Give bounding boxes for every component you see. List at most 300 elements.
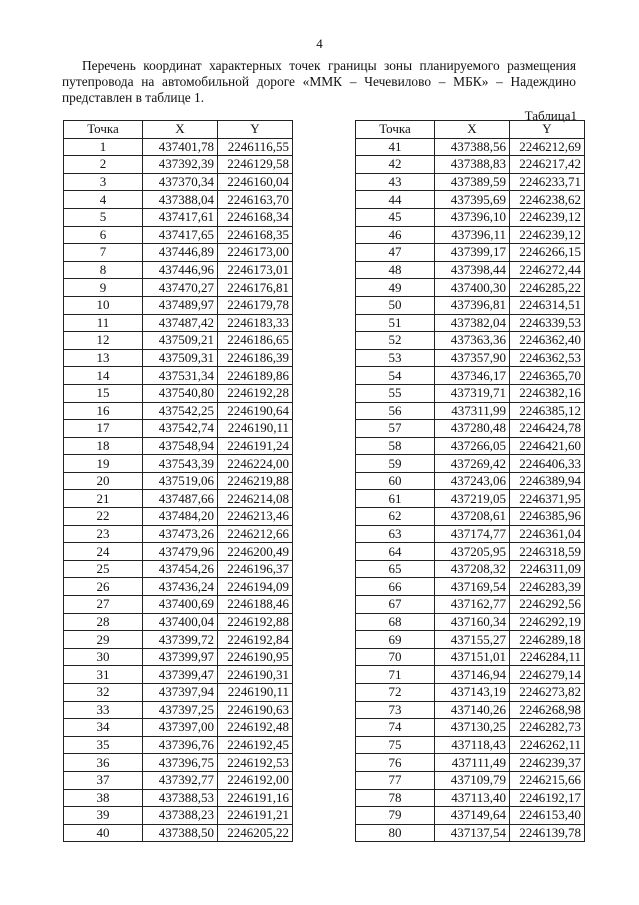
table-row bbox=[64, 402, 293, 420]
table-row bbox=[356, 560, 585, 578]
y-coordinate-cell: 2246192,53 bbox=[218, 754, 293, 772]
y-coordinate-cell: 2246283,39 bbox=[510, 578, 585, 596]
y-coordinate-cell: 2246192,28 bbox=[218, 384, 293, 402]
point-number-cell: 4 bbox=[64, 191, 143, 209]
y-coordinate-cell: 2246192,84 bbox=[218, 631, 293, 649]
point-number-cell: 30 bbox=[64, 648, 143, 666]
y-coordinate-cell: 2246173,01 bbox=[218, 261, 293, 279]
x-coordinate-cell: 437401,78 bbox=[143, 138, 218, 156]
y-coordinate-cell: 2246191,16 bbox=[218, 789, 293, 807]
x-coordinate-cell: 437388,04 bbox=[143, 191, 218, 209]
y-coordinate-cell: 2246272,44 bbox=[510, 261, 585, 279]
table-row bbox=[356, 684, 585, 702]
table-row bbox=[356, 455, 585, 473]
table-row bbox=[356, 613, 585, 631]
table-row bbox=[64, 560, 293, 578]
column-header-y: Y bbox=[510, 121, 585, 139]
table-row bbox=[356, 226, 585, 244]
table-row bbox=[356, 719, 585, 737]
table-row bbox=[64, 472, 293, 490]
point-number-cell: 8 bbox=[64, 261, 143, 279]
table-row bbox=[356, 191, 585, 209]
point-number-cell: 73 bbox=[356, 701, 435, 719]
x-coordinate-cell: 437311,99 bbox=[435, 402, 510, 420]
x-coordinate-cell: 437396,10 bbox=[435, 208, 510, 226]
point-number-cell: 32 bbox=[64, 684, 143, 702]
column-header-point: Точка bbox=[356, 121, 435, 139]
x-coordinate-cell: 437489,97 bbox=[143, 296, 218, 314]
x-coordinate-cell: 437388,53 bbox=[143, 789, 218, 807]
x-coordinate-cell: 437118,43 bbox=[435, 736, 510, 754]
x-coordinate-cell: 437280,48 bbox=[435, 420, 510, 438]
point-number-cell: 38 bbox=[64, 789, 143, 807]
point-number-cell: 12 bbox=[64, 332, 143, 350]
point-number-cell: 22 bbox=[64, 508, 143, 526]
y-coordinate-cell: 2246421,60 bbox=[510, 437, 585, 455]
point-number-cell: 47 bbox=[356, 244, 435, 262]
table-row bbox=[356, 771, 585, 789]
table-row bbox=[356, 208, 585, 226]
y-coordinate-cell: 2246168,35 bbox=[218, 226, 293, 244]
table-row bbox=[64, 754, 293, 772]
y-coordinate-cell: 2246362,40 bbox=[510, 332, 585, 350]
point-number-cell: 55 bbox=[356, 384, 435, 402]
point-number-cell: 54 bbox=[356, 367, 435, 385]
point-number-cell: 37 bbox=[64, 771, 143, 789]
x-coordinate-cell: 437548,94 bbox=[143, 437, 218, 455]
table-row bbox=[356, 173, 585, 191]
point-number-cell: 17 bbox=[64, 420, 143, 438]
x-coordinate-cell: 437382,04 bbox=[435, 314, 510, 332]
table-row bbox=[356, 261, 585, 279]
y-coordinate-cell: 2246382,16 bbox=[510, 384, 585, 402]
column-header-x: X bbox=[143, 121, 218, 139]
table-row bbox=[356, 736, 585, 754]
table-row bbox=[356, 648, 585, 666]
x-coordinate-cell: 437208,61 bbox=[435, 508, 510, 526]
x-coordinate-cell: 437397,94 bbox=[143, 684, 218, 702]
x-coordinate-cell: 437346,17 bbox=[435, 367, 510, 385]
point-number-cell: 57 bbox=[356, 420, 435, 438]
y-coordinate-cell: 2246292,19 bbox=[510, 613, 585, 631]
x-coordinate-cell: 437473,26 bbox=[143, 525, 218, 543]
table-row bbox=[64, 736, 293, 754]
x-coordinate-cell: 437143,19 bbox=[435, 684, 510, 702]
point-number-cell: 70 bbox=[356, 648, 435, 666]
point-number-cell: 71 bbox=[356, 666, 435, 684]
y-coordinate-cell: 2246285,22 bbox=[510, 279, 585, 297]
point-number-cell: 68 bbox=[356, 613, 435, 631]
x-coordinate-cell: 437399,97 bbox=[143, 648, 218, 666]
point-number-cell: 11 bbox=[64, 314, 143, 332]
point-number-cell: 34 bbox=[64, 719, 143, 737]
table-row bbox=[356, 332, 585, 350]
x-coordinate-cell: 437269,42 bbox=[435, 455, 510, 473]
point-number-cell: 61 bbox=[356, 490, 435, 508]
intro-paragraph: Перечень координат характерных точек границы зоны планируемого размещения путепровода на автомобильной дороге «ММК – Чечевилово – МБК» – Надеждино представлен в таблице 1. bbox=[62, 58, 576, 105]
table-row bbox=[64, 824, 293, 842]
y-coordinate-cell: 2246190,11 bbox=[218, 420, 293, 438]
table-row bbox=[356, 367, 585, 385]
table-row bbox=[64, 191, 293, 209]
point-number-cell: 14 bbox=[64, 367, 143, 385]
y-coordinate-cell: 2246139,78 bbox=[510, 824, 585, 842]
point-number-cell: 31 bbox=[64, 666, 143, 684]
x-coordinate-cell: 437417,65 bbox=[143, 226, 218, 244]
x-coordinate-cell: 437266,05 bbox=[435, 437, 510, 455]
x-coordinate-cell: 437149,64 bbox=[435, 807, 510, 825]
table-row bbox=[64, 508, 293, 526]
table-row bbox=[64, 578, 293, 596]
point-number-cell: 72 bbox=[356, 684, 435, 702]
y-coordinate-cell: 2246129,58 bbox=[218, 156, 293, 174]
x-coordinate-cell: 437399,72 bbox=[143, 631, 218, 649]
x-coordinate-cell: 437479,96 bbox=[143, 543, 218, 561]
point-number-cell: 29 bbox=[64, 631, 143, 649]
table-row bbox=[64, 244, 293, 262]
table-row bbox=[356, 807, 585, 825]
x-coordinate-cell: 437389,59 bbox=[435, 173, 510, 191]
table-row bbox=[64, 490, 293, 508]
x-coordinate-cell: 437219,05 bbox=[435, 490, 510, 508]
point-number-cell: 78 bbox=[356, 789, 435, 807]
table-row bbox=[356, 543, 585, 561]
point-number-cell: 10 bbox=[64, 296, 143, 314]
point-number-cell: 18 bbox=[64, 437, 143, 455]
coordinates-table-right bbox=[355, 120, 585, 842]
x-coordinate-cell: 437400,04 bbox=[143, 613, 218, 631]
y-coordinate-cell: 2246192,88 bbox=[218, 613, 293, 631]
x-coordinate-cell: 437388,83 bbox=[435, 156, 510, 174]
table-row bbox=[64, 208, 293, 226]
x-coordinate-cell: 437109,79 bbox=[435, 771, 510, 789]
table-row bbox=[64, 525, 293, 543]
y-coordinate-cell: 2246292,56 bbox=[510, 596, 585, 614]
y-coordinate-cell: 2246192,45 bbox=[218, 736, 293, 754]
table-row bbox=[64, 437, 293, 455]
table-row bbox=[356, 349, 585, 367]
table-header-row bbox=[64, 121, 293, 139]
x-coordinate-cell: 437392,39 bbox=[143, 156, 218, 174]
x-coordinate-cell: 437446,96 bbox=[143, 261, 218, 279]
y-coordinate-cell: 2246238,62 bbox=[510, 191, 585, 209]
y-coordinate-cell: 2246262,11 bbox=[510, 736, 585, 754]
x-coordinate-cell: 437398,44 bbox=[435, 261, 510, 279]
y-coordinate-cell: 2246212,66 bbox=[218, 525, 293, 543]
point-number-cell: 41 bbox=[356, 138, 435, 156]
y-coordinate-cell: 2246239,37 bbox=[510, 754, 585, 772]
x-coordinate-cell: 437417,61 bbox=[143, 208, 218, 226]
y-coordinate-cell: 2246153,40 bbox=[510, 807, 585, 825]
x-coordinate-cell: 437436,24 bbox=[143, 578, 218, 596]
table-row bbox=[356, 437, 585, 455]
x-coordinate-cell: 437400,69 bbox=[143, 596, 218, 614]
table-row bbox=[356, 578, 585, 596]
point-number-cell: 66 bbox=[356, 578, 435, 596]
x-coordinate-cell: 437160,34 bbox=[435, 613, 510, 631]
y-coordinate-cell: 2246191,21 bbox=[218, 807, 293, 825]
x-coordinate-cell: 437542,74 bbox=[143, 420, 218, 438]
point-number-cell: 51 bbox=[356, 314, 435, 332]
point-number-cell: 64 bbox=[356, 543, 435, 561]
point-number-cell: 65 bbox=[356, 560, 435, 578]
x-coordinate-cell: 437388,56 bbox=[435, 138, 510, 156]
table-row bbox=[356, 701, 585, 719]
table-row bbox=[64, 684, 293, 702]
coordinates-table-left bbox=[63, 120, 293, 842]
point-number-cell: 35 bbox=[64, 736, 143, 754]
x-coordinate-cell: 437155,27 bbox=[435, 631, 510, 649]
y-coordinate-cell: 2246424,78 bbox=[510, 420, 585, 438]
table-row bbox=[64, 156, 293, 174]
x-coordinate-cell: 437399,17 bbox=[435, 244, 510, 262]
x-coordinate-cell: 437397,00 bbox=[143, 719, 218, 737]
y-coordinate-cell: 2246273,82 bbox=[510, 684, 585, 702]
table-row bbox=[356, 754, 585, 772]
table-row bbox=[64, 455, 293, 473]
y-coordinate-cell: 2246385,96 bbox=[510, 508, 585, 526]
point-number-cell: 1 bbox=[64, 138, 143, 156]
x-coordinate-cell: 437111,49 bbox=[435, 754, 510, 772]
y-coordinate-cell: 2246116,55 bbox=[218, 138, 293, 156]
y-coordinate-cell: 2246284,11 bbox=[510, 648, 585, 666]
point-number-cell: 7 bbox=[64, 244, 143, 262]
x-coordinate-cell: 437208,32 bbox=[435, 560, 510, 578]
point-number-cell: 6 bbox=[64, 226, 143, 244]
table-row bbox=[64, 332, 293, 350]
x-coordinate-cell: 437130,25 bbox=[435, 719, 510, 737]
table-row bbox=[64, 807, 293, 825]
x-coordinate-cell: 437397,25 bbox=[143, 701, 218, 719]
y-coordinate-cell: 2246233,71 bbox=[510, 173, 585, 191]
x-coordinate-cell: 437519,06 bbox=[143, 472, 218, 490]
x-coordinate-cell: 437395,69 bbox=[435, 191, 510, 209]
table-row bbox=[356, 296, 585, 314]
y-coordinate-cell: 2246219,88 bbox=[218, 472, 293, 490]
x-coordinate-cell: 437388,23 bbox=[143, 807, 218, 825]
point-number-cell: 21 bbox=[64, 490, 143, 508]
y-coordinate-cell: 2246239,12 bbox=[510, 208, 585, 226]
x-coordinate-cell: 437542,25 bbox=[143, 402, 218, 420]
x-coordinate-cell: 437243,06 bbox=[435, 472, 510, 490]
x-coordinate-cell: 437470,27 bbox=[143, 279, 218, 297]
table-row bbox=[64, 666, 293, 684]
point-number-cell: 43 bbox=[356, 173, 435, 191]
table-header-row bbox=[356, 121, 585, 139]
y-coordinate-cell: 2246188,46 bbox=[218, 596, 293, 614]
column-header-y: Y bbox=[218, 121, 293, 139]
y-coordinate-cell: 2246176,81 bbox=[218, 279, 293, 297]
table-row bbox=[64, 631, 293, 649]
point-number-cell: 79 bbox=[356, 807, 435, 825]
x-coordinate-cell: 437487,66 bbox=[143, 490, 218, 508]
table-row bbox=[356, 596, 585, 614]
table-caption: Таблица1 bbox=[524, 108, 577, 123]
point-number-cell: 28 bbox=[64, 613, 143, 631]
x-coordinate-cell: 437363,36 bbox=[435, 332, 510, 350]
x-coordinate-cell: 437137,54 bbox=[435, 824, 510, 842]
point-number-cell: 45 bbox=[356, 208, 435, 226]
table-row bbox=[356, 789, 585, 807]
point-number-cell: 48 bbox=[356, 261, 435, 279]
point-number-cell: 26 bbox=[64, 578, 143, 596]
point-number-cell: 60 bbox=[356, 472, 435, 490]
point-number-cell: 63 bbox=[356, 525, 435, 543]
y-coordinate-cell: 2246266,15 bbox=[510, 244, 585, 262]
point-number-cell: 36 bbox=[64, 754, 143, 772]
point-number-cell: 25 bbox=[64, 560, 143, 578]
x-coordinate-cell: 437487,42 bbox=[143, 314, 218, 332]
y-coordinate-cell: 2246200,49 bbox=[218, 543, 293, 561]
x-coordinate-cell: 437531,34 bbox=[143, 367, 218, 385]
point-number-cell: 62 bbox=[356, 508, 435, 526]
x-coordinate-cell: 437446,89 bbox=[143, 244, 218, 262]
table-row bbox=[64, 279, 293, 297]
x-coordinate-cell: 437151,01 bbox=[435, 648, 510, 666]
y-coordinate-cell: 2246385,12 bbox=[510, 402, 585, 420]
table-row bbox=[356, 314, 585, 332]
y-coordinate-cell: 2246215,66 bbox=[510, 771, 585, 789]
x-coordinate-cell: 437357,90 bbox=[435, 349, 510, 367]
point-number-cell: 67 bbox=[356, 596, 435, 614]
x-coordinate-cell: 437113,40 bbox=[435, 789, 510, 807]
point-number-cell: 16 bbox=[64, 402, 143, 420]
point-number-cell: 20 bbox=[64, 472, 143, 490]
point-number-cell: 69 bbox=[356, 631, 435, 649]
y-coordinate-cell: 2246160,04 bbox=[218, 173, 293, 191]
point-number-cell: 77 bbox=[356, 771, 435, 789]
y-coordinate-cell: 2246186,39 bbox=[218, 349, 293, 367]
table-row bbox=[64, 648, 293, 666]
table-row bbox=[64, 596, 293, 614]
y-coordinate-cell: 2246214,08 bbox=[218, 490, 293, 508]
point-number-cell: 40 bbox=[64, 824, 143, 842]
table-row bbox=[64, 261, 293, 279]
y-coordinate-cell: 2246239,12 bbox=[510, 226, 585, 244]
point-number-cell: 42 bbox=[356, 156, 435, 174]
point-number-cell: 58 bbox=[356, 437, 435, 455]
column-header-x: X bbox=[435, 121, 510, 139]
table-row bbox=[64, 226, 293, 244]
y-coordinate-cell: 2246194,09 bbox=[218, 578, 293, 596]
y-coordinate-cell: 2246168,34 bbox=[218, 208, 293, 226]
x-coordinate-cell: 437396,81 bbox=[435, 296, 510, 314]
y-coordinate-cell: 2246196,37 bbox=[218, 560, 293, 578]
x-coordinate-cell: 437174,77 bbox=[435, 525, 510, 543]
table-row bbox=[64, 789, 293, 807]
y-coordinate-cell: 2246314,51 bbox=[510, 296, 585, 314]
point-number-cell: 27 bbox=[64, 596, 143, 614]
table-row bbox=[64, 420, 293, 438]
x-coordinate-cell: 437370,34 bbox=[143, 173, 218, 191]
table-row bbox=[356, 666, 585, 684]
table-row bbox=[64, 384, 293, 402]
point-number-cell: 75 bbox=[356, 736, 435, 754]
y-coordinate-cell: 2246212,69 bbox=[510, 138, 585, 156]
y-coordinate-cell: 2246365,70 bbox=[510, 367, 585, 385]
table-row bbox=[356, 138, 585, 156]
table-row bbox=[356, 508, 585, 526]
page-number: 4 bbox=[316, 36, 323, 51]
table-row bbox=[64, 701, 293, 719]
y-coordinate-cell: 2246190,31 bbox=[218, 666, 293, 684]
y-coordinate-cell: 2246279,14 bbox=[510, 666, 585, 684]
y-coordinate-cell: 2246163,70 bbox=[218, 191, 293, 209]
table-row bbox=[64, 296, 293, 314]
y-coordinate-cell: 2246189,86 bbox=[218, 367, 293, 385]
y-coordinate-cell: 2246186,65 bbox=[218, 332, 293, 350]
x-coordinate-cell: 437205,95 bbox=[435, 543, 510, 561]
y-coordinate-cell: 2246224,00 bbox=[218, 455, 293, 473]
x-coordinate-cell: 437400,30 bbox=[435, 279, 510, 297]
x-coordinate-cell: 437396,75 bbox=[143, 754, 218, 772]
point-number-cell: 50 bbox=[356, 296, 435, 314]
y-coordinate-cell: 2246318,59 bbox=[510, 543, 585, 561]
point-number-cell: 5 bbox=[64, 208, 143, 226]
point-number-cell: 74 bbox=[356, 719, 435, 737]
table-row bbox=[64, 138, 293, 156]
table-row bbox=[356, 402, 585, 420]
table-row bbox=[356, 525, 585, 543]
x-coordinate-cell: 437162,77 bbox=[435, 596, 510, 614]
point-number-cell: 56 bbox=[356, 402, 435, 420]
x-coordinate-cell: 437140,26 bbox=[435, 701, 510, 719]
point-number-cell: 44 bbox=[356, 191, 435, 209]
y-coordinate-cell: 2246190,64 bbox=[218, 402, 293, 420]
table-row bbox=[356, 490, 585, 508]
table-row bbox=[64, 543, 293, 561]
x-coordinate-cell: 437540,80 bbox=[143, 384, 218, 402]
table-row bbox=[356, 244, 585, 262]
x-coordinate-cell: 437484,20 bbox=[143, 508, 218, 526]
y-coordinate-cell: 2246282,73 bbox=[510, 719, 585, 737]
table-row bbox=[356, 472, 585, 490]
point-number-cell: 59 bbox=[356, 455, 435, 473]
y-coordinate-cell: 2246192,48 bbox=[218, 719, 293, 737]
x-coordinate-cell: 437543,39 bbox=[143, 455, 218, 473]
x-coordinate-cell: 437319,71 bbox=[435, 384, 510, 402]
table-row bbox=[64, 719, 293, 737]
table-row bbox=[64, 367, 293, 385]
point-number-cell: 2 bbox=[64, 156, 143, 174]
y-coordinate-cell: 2246289,18 bbox=[510, 631, 585, 649]
y-coordinate-cell: 2246190,11 bbox=[218, 684, 293, 702]
point-number-cell: 33 bbox=[64, 701, 143, 719]
point-number-cell: 3 bbox=[64, 173, 143, 191]
table-row bbox=[356, 156, 585, 174]
point-number-cell: 19 bbox=[64, 455, 143, 473]
table-row bbox=[64, 613, 293, 631]
x-coordinate-cell: 437169,54 bbox=[435, 578, 510, 596]
y-coordinate-cell: 2246191,24 bbox=[218, 437, 293, 455]
point-number-cell: 80 bbox=[356, 824, 435, 842]
table-row bbox=[356, 279, 585, 297]
point-number-cell: 39 bbox=[64, 807, 143, 825]
y-coordinate-cell: 2246389,94 bbox=[510, 472, 585, 490]
x-coordinate-cell: 437392,77 bbox=[143, 771, 218, 789]
y-coordinate-cell: 2246190,95 bbox=[218, 648, 293, 666]
y-coordinate-cell: 2246406,33 bbox=[510, 455, 585, 473]
x-coordinate-cell: 437388,50 bbox=[143, 824, 218, 842]
y-coordinate-cell: 2246192,17 bbox=[510, 789, 585, 807]
table-row bbox=[64, 771, 293, 789]
x-coordinate-cell: 437509,31 bbox=[143, 349, 218, 367]
point-number-cell: 23 bbox=[64, 525, 143, 543]
y-coordinate-cell: 2246190,63 bbox=[218, 701, 293, 719]
table-row bbox=[356, 384, 585, 402]
x-coordinate-cell: 437454,26 bbox=[143, 560, 218, 578]
point-number-cell: 46 bbox=[356, 226, 435, 244]
